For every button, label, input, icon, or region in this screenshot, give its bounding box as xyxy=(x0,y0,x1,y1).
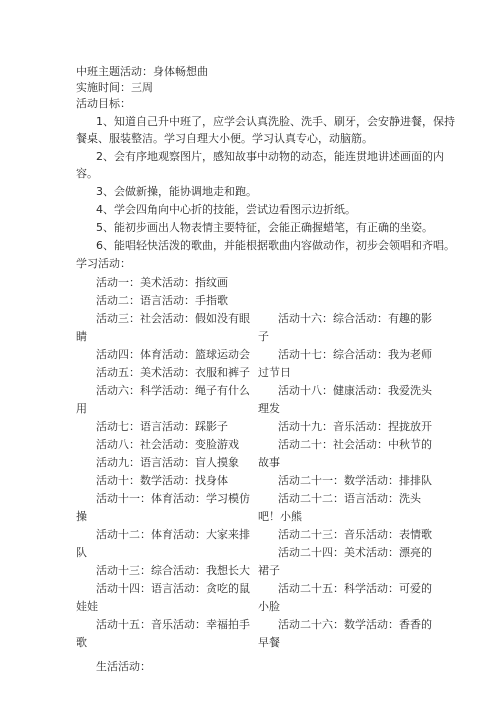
activity-item: 活动五：美术活动：衣服和裤子 xyxy=(96,366,250,379)
activity-item-cont: 子 xyxy=(258,330,269,343)
activity-item: 活动二十五：科学活动：可爱的 xyxy=(278,582,432,595)
activity-item: 活动二十一：数学活动：排排队 xyxy=(278,474,432,487)
activity-item-cont: 吧！小熊 xyxy=(258,510,302,523)
activity-item-cont: 小脸 xyxy=(258,600,280,613)
activity-item-cont: 队 xyxy=(76,546,87,559)
goal-line: 4、学会四角向中心折的技能，尝试边看图示边折纸。 xyxy=(96,203,356,216)
activity-item: 活动二十三：音乐活动：表情歌 xyxy=(278,528,432,541)
activity-item-cont: 故事 xyxy=(258,456,280,469)
activity-item-cont: 操 xyxy=(76,510,87,523)
doc-title: 中班主题活动：身体畅想曲 xyxy=(76,65,208,78)
doc-duration: 实施时间：三周 xyxy=(76,81,153,94)
activity-item: 活动二十二：语言活动：洗头 xyxy=(278,492,421,505)
learning-heading: 学习活动： xyxy=(76,257,131,270)
activity-item: 活动十九：音乐活动：捏拢放开 xyxy=(278,420,432,433)
activity-item: 活动十三：综合活动：我想长大 xyxy=(96,564,250,577)
goal-line: 1、知道自己升中班了，应学会认真洗脸、洗手、刷牙，会安静进餐，保持 xyxy=(96,115,455,128)
activity-item: 活动七：语言活动：踩影子 xyxy=(96,420,228,433)
life-heading: 生活活动： xyxy=(96,660,151,673)
activity-item-cont: 过节日 xyxy=(258,366,291,379)
activity-item-cont: 娃娃 xyxy=(76,600,98,613)
activity-item: 活动一：美术活动：指纹画 xyxy=(96,276,228,289)
activity-item: 活动十五：音乐活动：幸福拍手 xyxy=(96,618,250,631)
activity-item: 活动十七：综合活动：我为老师 xyxy=(278,348,432,361)
activity-item: 活动六：科学活动：绳子有什么 xyxy=(96,384,250,397)
activity-item: 活动二十：社会活动：中秋节的 xyxy=(278,438,432,451)
activity-item: 活动十四：语言活动：贪吃的鼠 xyxy=(96,582,250,595)
activity-item-cont: 裙子 xyxy=(258,564,280,577)
activity-item: 活动九：语言活动：盲人摸象 xyxy=(96,456,239,469)
activity-item: 活动三：社会活动：假如没有眼 xyxy=(96,312,250,325)
activity-item-cont: 早餐 xyxy=(258,636,280,649)
activity-item: 活动十二：体育活动：大家来排 xyxy=(96,528,250,541)
goal-line: 容。 xyxy=(76,167,98,180)
activity-item: 活动八：社会活动：变脸游戏 xyxy=(96,438,239,451)
activity-item: 活动二：语言活动：手指歌 xyxy=(96,294,228,307)
goal-line: 6、能唱轻快活泼的歌曲，并能根据歌曲内容做动作，初步会领唱和齐唱。 xyxy=(96,239,455,252)
activity-item: 活动十：数学活动：找身体 xyxy=(96,474,228,487)
activity-item-cont: 睛 xyxy=(76,330,87,343)
goals-heading: 活动目标： xyxy=(76,97,131,110)
goal-line: 3、会做新操，能协调地走和跑。 xyxy=(96,185,257,198)
activity-item-cont: 歌 xyxy=(76,636,87,649)
activity-item: 活动十六：综合活动：有趣的影 xyxy=(278,312,432,325)
activity-item: 活动二十六：数学活动：香香的 xyxy=(278,618,432,631)
activity-item: 活动十八：健康活动：我爱洗头 xyxy=(278,384,432,397)
activity-item: 活动二十四：美术活动：漂亮的 xyxy=(278,546,432,559)
goal-line: 餐桌、服装整洁。学习自理大小便。学习认真专心，动脑筋。 xyxy=(76,132,373,145)
goal-line: 2、会有序地观察图片，感知故事中动物的动态，能连贯地讲述画面的内 xyxy=(96,150,444,163)
activity-item-cont: 用 xyxy=(76,402,87,415)
activity-item: 活动十一：体育活动：学习模仿 xyxy=(96,492,250,505)
activity-item-cont: 理发 xyxy=(258,402,280,415)
activity-item: 活动四：体育活动：篮球运动会 xyxy=(96,348,250,361)
goal-line: 5、能初步画出人物表情主要特征，会能正确握蜡笔，有正确的坐姿。 xyxy=(96,221,433,234)
